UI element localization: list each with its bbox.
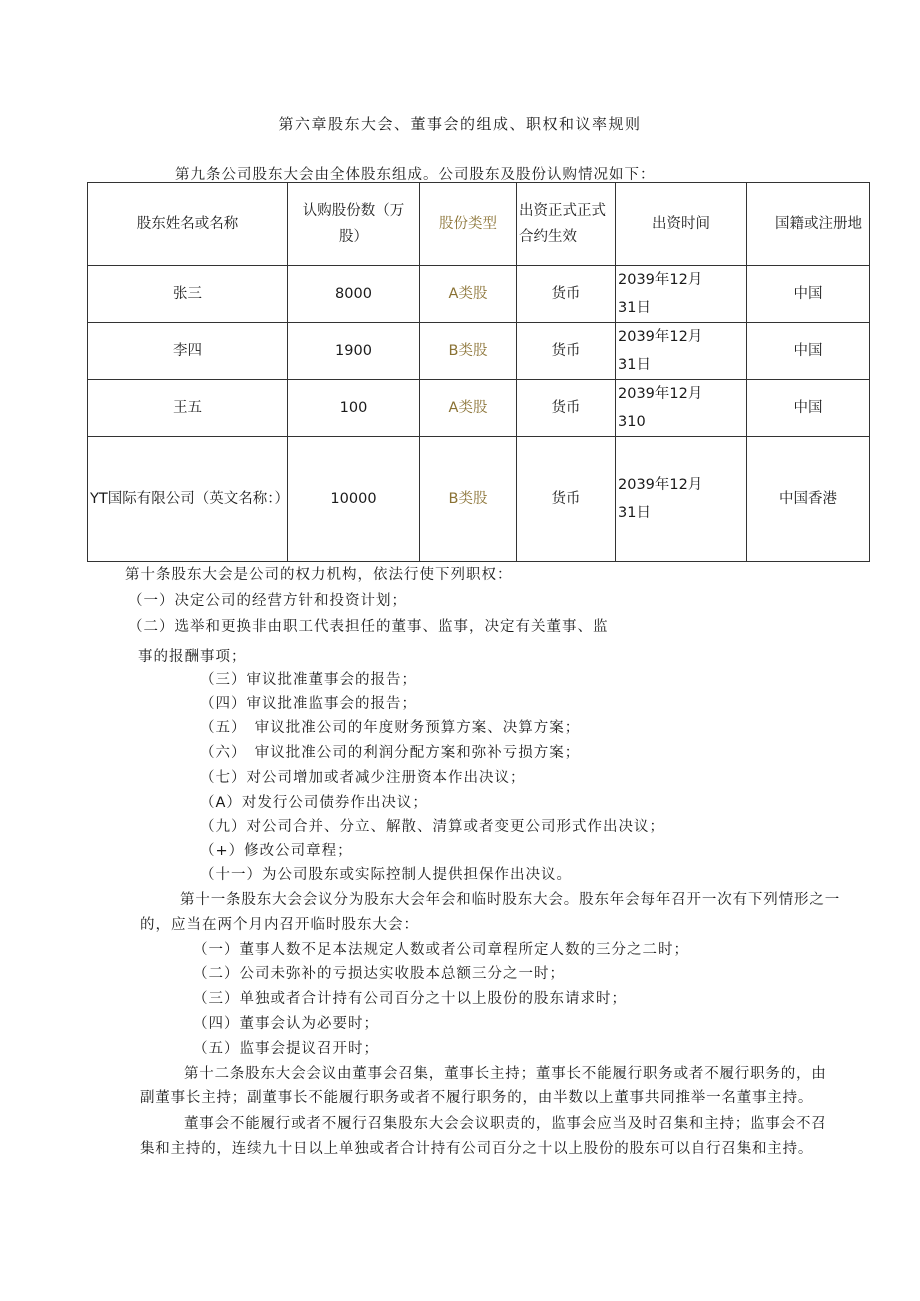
article-10-item: （九）对公司合并、分立、解散、清算或者变更公司形式作出决议； bbox=[200, 819, 665, 835]
article-11-item: （二）公司未弥补的亏损达实收股本总额三分之一时； bbox=[193, 966, 565, 982]
article-10-item: （四）审议批准监事会的报告； bbox=[200, 696, 417, 712]
table-row bbox=[88, 437, 870, 562]
cell-country: 中国 bbox=[747, 323, 870, 380]
article-12-line2: 副董事长主持；副董事长不能履行职务或者不履行职务的，由半数以上董事共同推举一名董事主持。 bbox=[140, 1090, 814, 1106]
shareholder-table bbox=[87, 182, 870, 562]
cell-type: B类股 bbox=[420, 323, 517, 380]
article-11-item: （一）董事人数不足本法规定人数或者公司章程所定人数的三分之二时； bbox=[193, 942, 689, 958]
article-10-item: （七）对公司增加或者减少注册资本作出决议； bbox=[200, 770, 526, 786]
table-header-row bbox=[88, 183, 870, 266]
header-type: 股份类型 bbox=[420, 183, 517, 266]
article-11-item: （五）监事会提议召开时； bbox=[193, 1041, 379, 1057]
article-12-line4: 集和主持的，连续九十日以上单独或者合计持有公司百分之十以上股份的股东可以自行召集和主持。 bbox=[140, 1141, 814, 1157]
cell-method: 货币 bbox=[517, 380, 616, 437]
article-10-item: 事的报酬事项； bbox=[138, 649, 247, 665]
header-name: 股东姓名或名称 bbox=[88, 183, 288, 266]
table-row bbox=[88, 266, 870, 323]
cell-time-line2: 310 bbox=[618, 414, 646, 430]
cell-time bbox=[616, 380, 747, 437]
cell-time-line2: 31日 bbox=[618, 300, 651, 316]
cell-type: A类股 bbox=[420, 266, 517, 323]
cell-shares: 10000 bbox=[288, 437, 420, 562]
cell-time-line1: 2039年12月 bbox=[618, 386, 703, 402]
article-11-item: （三）单独或者合计持有公司百分之十以上股份的股东请求时； bbox=[193, 991, 627, 1007]
cell-time bbox=[616, 323, 747, 380]
article-10-intro: 第十条股东大会是公司的权力机构，依法行使下列职权： bbox=[125, 567, 513, 583]
cell-time bbox=[616, 266, 747, 323]
article-12-line3: 董事会不能履行或者不履行召集股东大会会议职责的，监事会应当及时召集和主持；监事会不召 bbox=[184, 1116, 827, 1132]
article-10-item: （二）选举和更换非由职工代表担任的董事、监事，决定有关董事、监 bbox=[128, 619, 609, 635]
header-shares: 认购股份数（万股） bbox=[288, 183, 420, 266]
article-10-item: （五） 审议批准公司的年度财务预算方案、决算方案； bbox=[200, 720, 581, 736]
cell-country: 中国 bbox=[747, 266, 870, 323]
cell-method: 货币 bbox=[517, 323, 616, 380]
article-10-item: （+）修改公司章程； bbox=[200, 843, 353, 859]
cell-shares: 8000 bbox=[288, 266, 420, 323]
cell-method: 货币 bbox=[517, 437, 616, 562]
article-11-line2: 的，应当在两个月内召开临时股东大会： bbox=[140, 917, 419, 933]
cell-name: YT国际有限公司（英文名称：） bbox=[88, 437, 288, 562]
cell-shares: 1900 bbox=[288, 323, 420, 380]
article-11-item: （四）董事会认为必要时； bbox=[193, 1016, 379, 1032]
cell-time-line1: 2039年12月 bbox=[618, 272, 703, 288]
cell-name: 王五 bbox=[88, 380, 288, 437]
cell-country: 中国 bbox=[747, 380, 870, 437]
table-row bbox=[88, 323, 870, 380]
header-time: 出资时间 bbox=[616, 183, 747, 266]
article-12-line1-rest: 股东大会会议由董事会召集，董事长主持；董事长不能履行职务或者不履行职务的，由 bbox=[245, 1066, 827, 1082]
cell-shares: 100 bbox=[288, 380, 420, 437]
cell-time-line2: 31日 bbox=[618, 357, 651, 373]
article-9-intro: 第九条公司股东大会由全体股东组成。公司股东及股份认购情况如下： bbox=[175, 167, 656, 183]
cell-type: A类股 bbox=[420, 380, 517, 437]
cell-time-line1: 2039年12月 bbox=[618, 477, 703, 493]
cell-type: B类股 bbox=[420, 437, 517, 562]
cell-name: 张三 bbox=[88, 266, 288, 323]
article-12-line1 bbox=[184, 1062, 827, 1083]
header-method: 出资正式正式合约生效 bbox=[517, 183, 616, 266]
cell-time-line1: 2039年12月 bbox=[618, 329, 703, 345]
article-10-item: （A）对发行公司债券作出决议； bbox=[200, 795, 428, 811]
article-10-item: （三）审议批准董事会的报告； bbox=[200, 672, 417, 688]
article-12-lead: 第十二条 bbox=[184, 1066, 246, 1082]
header-country: 国籍或注册地 bbox=[747, 183, 870, 266]
cell-time-line2: 31日 bbox=[618, 505, 651, 521]
cell-name: 李四 bbox=[88, 323, 288, 380]
cell-country: 中国香港 bbox=[747, 437, 870, 562]
cell-time bbox=[616, 437, 747, 562]
cell-method: 货币 bbox=[517, 266, 616, 323]
article-10-item: （一）决定公司的经营方针和投资计划； bbox=[128, 593, 407, 609]
chapter-title: 第六章股东大会、董事会的组成、职权和议率规则 bbox=[278, 115, 642, 133]
article-10-item: （十一）为公司股东或实际控制人提供担保作出决议。 bbox=[200, 867, 572, 883]
article-11-line1: 第十一条股东大会会议分为股东大会年会和临时股东大会。股东年会每年召开一次有下列情形之一 bbox=[180, 892, 841, 908]
table-row bbox=[88, 380, 870, 437]
article-10-item: （六） 审议批准公司的利润分配方案和弥补亏损方案； bbox=[200, 745, 581, 761]
